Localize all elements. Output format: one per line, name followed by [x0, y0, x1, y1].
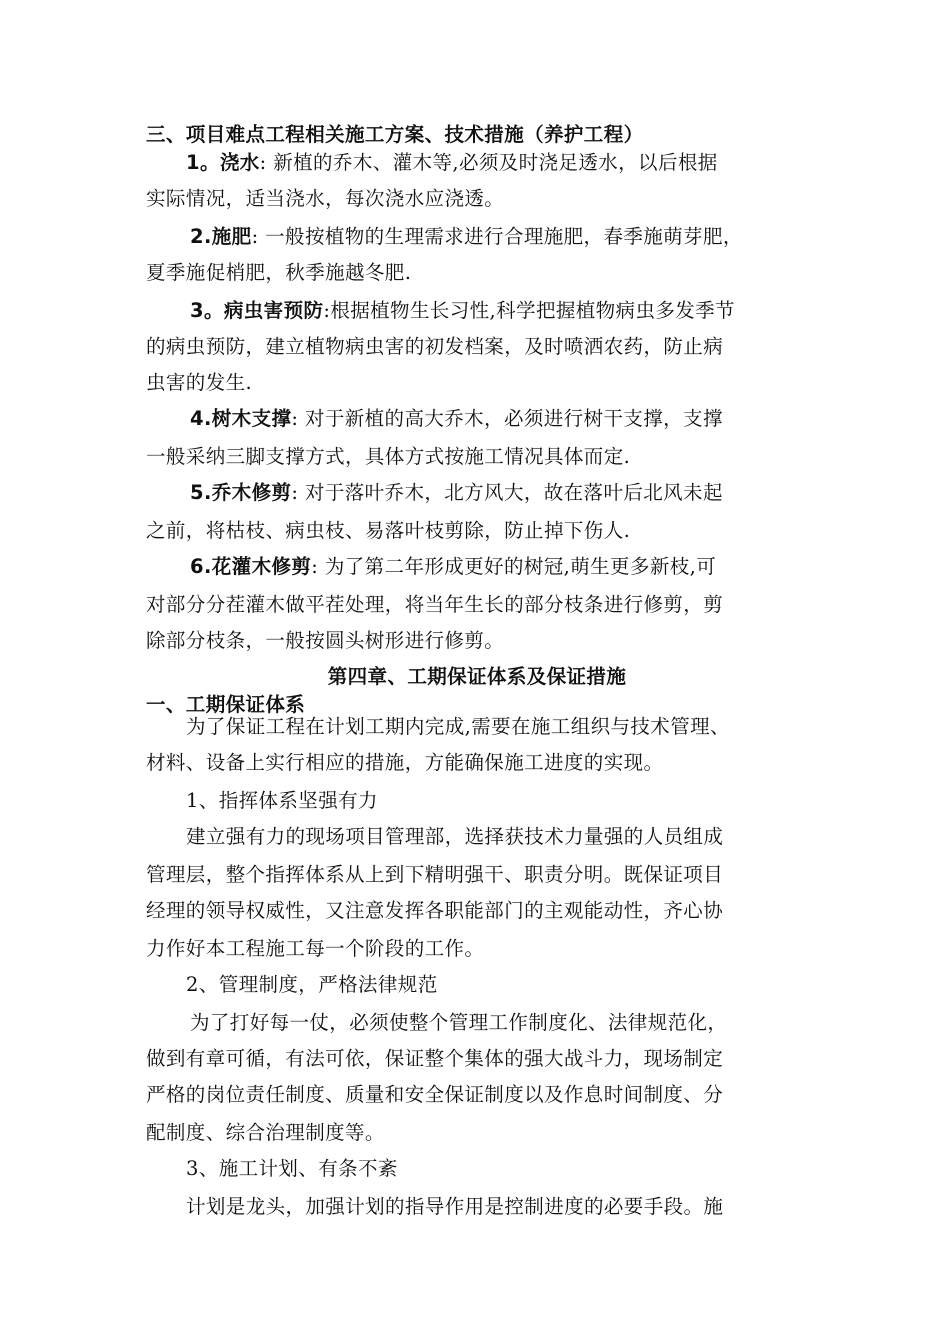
item-text-line: 虫害的发生. [146, 371, 253, 394]
paragraph-line: 为了保证工程在计划工期内完成,需要在施工组织与技术管理、 [186, 715, 730, 738]
item-text-line: 对部分分茬灌木做平茬处理，将当年生长的部分枝条进行修剪，剪 [146, 593, 724, 616]
item-text-line: 除部分枝条，一般按圆头树形进行修剪。 [146, 629, 505, 652]
paragraph-line: 配制度、综合治理制度等。 [146, 1121, 385, 1144]
item-label: 1。浇水 [186, 151, 260, 174]
list-item [190, 298, 852, 324]
item-text-line: 一般采纳三脚支撑方式，具体方式按施工情况具体而定. [146, 445, 631, 468]
list-item [190, 554, 852, 580]
section-heading: 三、项目难点工程相关施工方案、技术措施（养护工程） [146, 123, 644, 146]
paragraph-line: 计划是龙头，加强计划的指导作用是控制进度的必要手段。施 [186, 1195, 724, 1218]
paragraph-line: 材料、设备上实行相应的措施，方能确保施工进度的实现。 [146, 751, 664, 774]
item-text-line: 之前，将枯枝、病虫枝、易落叶枝剪除，防止掉下伤人. [146, 519, 631, 542]
list-item [190, 224, 852, 250]
list-item [190, 480, 852, 506]
paragraph-line: 经理的领导权威性，又注意发挥各职能部门的主观能动性，齐心协 [146, 899, 724, 922]
paragraph-line: 建立强有力的现场项目管理部，选择获技术力量强的人员组成 [186, 825, 724, 848]
subsection-title: 1、指挥体系坚强有力 [186, 789, 378, 812]
item-text: : 对于新植的高大乔木，必须进行树干支撑，支撑 [291, 407, 723, 430]
list-item [186, 150, 848, 176]
item-label: 5.乔木修剪 [190, 481, 292, 504]
item-text-line: 夏季施促梢肥，秋季施越冬肥. [146, 261, 412, 284]
item-text-line: 实际情况，适当浇水，每次浇水应浇透。 [146, 187, 505, 210]
item-label: 6.花灌木修剪 [190, 555, 312, 578]
subsection-title: 3、施工计划、有条不紊 [186, 1157, 398, 1180]
item-label: 4.树木支撑 [190, 407, 292, 430]
item-label: 2.施肥 [190, 225, 252, 248]
item-text-line: 的病虫预防，建立植物病虫害的初发档案，及时喷洒农药，防止病 [146, 335, 724, 358]
subsection-title: 2、管理制度，严格法律规范 [186, 973, 438, 996]
item-text: :根据植物生长习性,科学把握植物病虫多发季节 [323, 299, 735, 322]
paragraph-line: 做到有章可循，有法可依，保证整个集体的强大战斗力，现场制定 [146, 1047, 724, 1070]
item-text: : 对于落叶乔木，北方风大，故在落叶后北风未起 [291, 481, 723, 504]
item-text: : 一般按植物的生理需求进行合理施肥，春季施萌芽肥， [251, 225, 743, 248]
item-text: : 为了第二年形成更好的树冠,萌生更多新枝,可 [311, 555, 717, 578]
item-text: : 新植的乔木、灌木等,必须及时浇足透水，以后根据 [259, 151, 718, 174]
list-item [190, 406, 852, 432]
paragraph-line: 严格的岗位责任制度、质量和安全保证制度以及作息时间制度、分 [146, 1083, 724, 1106]
paragraph-line: 力作好本工程施工每一个阶段的工作。 [146, 937, 485, 960]
paragraph-line: 为了打好每一仗，必须使整个管理工作制度化、法律规范化， [190, 1011, 728, 1034]
paragraph-line: 管理层，整个指挥体系从上到下精明强干、职责分明。既保证项目 [146, 863, 724, 886]
section-heading: 一、工期保证体系 [146, 693, 306, 716]
chapter-title: 第四章、工期保证体系及保证措施 [327, 665, 627, 688]
item-label: 3。病虫害预防 [190, 299, 324, 322]
